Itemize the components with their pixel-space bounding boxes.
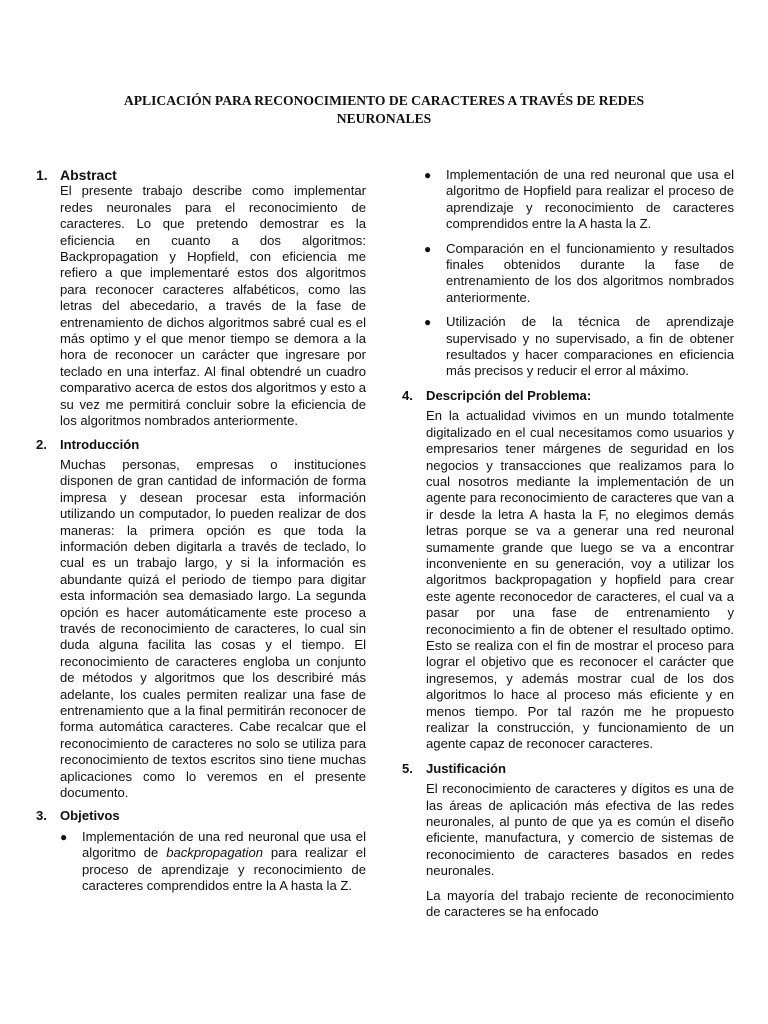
list-item-text: Implementación de una red neuronal que usa el algoritmo de Hopfield para realizar el proceso de aprendizaje y reconocimiento de caracteres comprendidos entre la A hasta la Z. [446,167,734,232]
descripcion-text: En la actualidad vivimos en un mundo totalmente digitalizado en el cual necesitamos como usuarios y empresarios tener márgenes de seguridad en los negocios y transacciones que realizamos para lo cual nosotros mediante la implementación de un agente para reconocimiento de caracteres que van a ir desde la letra A hasta la F, no elegimos demás letras porque se va a generar una red neuronal sumamente grande que luego se va a encontrar inconveniente en su generación, voy a utilizar los algoritmos backpropagation y hopfield para crear este agente reconocedor de caracteres, el cual va a pasar por una fase de entrenamiento y reconocimiento a fin de obtener el resultado optimo. Esto se realiza con el fin de mostrar el proceso para lograr el objetivo que es reconocer el carácter que ingresemos, y además mostrar cual de los dos algoritmos lo hace al proceso más eficiente y en menos tiempo. Por tal razón me he propuesto realizar la construcción, y funcionamiento de un agente capaz de reconocer caracteres. [426,408,734,752]
justificacion-text-2: La mayoría del trabajo reciente de reconocimiento de caracteres se ha enfocado [426,887,734,920]
justificacion-text-1: El reconocimiento de caracteres y dígitos es una de las áreas de aplicación más efectiva de las redes neuronales, al punto de que ya es común el diseño eficiente, manufactura, y comercio de sistemas de reconocimiento de caracteres basados en redes neuronales. [426,781,734,879]
section-heading [36,167,366,183]
section-number: 1. [36,167,48,183]
bullet-icon: ● [424,241,432,256]
bullet-text-before: Implementación de una red neuronal que usa el algoritmo de [82,828,366,861]
section-title: Descripción del Problema: [426,387,592,403]
left-column [36,167,366,903]
section-number: 3. [36,808,47,824]
bullet-text-after: para realizar el proceso de aprendizaje y reconocimiento de caracteres comprendidos entre la A hasta la Z. [82,845,366,894]
section-heading [36,808,366,824]
section-justificacion [402,761,734,921]
list-item [424,241,734,307]
introduccion-text: Muchas personas, empresas o instituciones disponen de gran cantidad de información de forma impresa y desean procesar esta información utilizando un computador, lo pueden realizar de dos maneras: la primera opción es que toda la información deben digitarla a través de teclado, lo cual es un trabajo largo, y si la información es abundante quizá el periodo de tiempo para digitar esta información sea demasiado largo. La segunda opción es hacer automáticamente este proceso a través de reconocimiento de caracteres, lo cual sin duda alguna facilita las cosas y el tiempo. El reconocimiento de caracteres engloba un conjunto de métodos y algoritmos que los describiré más adelante, los cuales permiten realizar una fase de entrenamiento que a la final permitirán reconocer de forma automática caracteres. Cabe recalcar que el reconocimiento de caracteres no solo se utiliza para reconocimiento de textos escritos sino tiene muchas aplicaciones como lo veremos en el presente documento. [60,456,366,801]
section-title: Justificación [426,760,507,776]
section-heading [402,761,734,777]
section-heading [36,437,366,453]
bullet-icon: ● [60,829,68,844]
right-column [402,167,734,928]
section-heading [402,388,734,404]
section-objetivos [36,808,366,894]
list-item [424,167,734,233]
section-title: Abstract [60,167,117,183]
list-item-text: Utilización de la técnica de aprendizaje supervisado y no supervisado, a fin de obtener resultados y hacer comparaciones en eficiencia más precisos y reducir el error al máximo. [446,314,734,379]
bullet-text-emphasis: backpropagation [166,845,264,861]
list-item [424,314,734,380]
section-number: 5. [402,760,413,776]
objetivos-list [36,829,366,895]
bullet-icon: ● [424,315,432,330]
list-item-text [82,829,366,895]
objetivos-list-continued [402,167,734,380]
section-number: 2. [36,436,47,452]
section-abstract [36,167,366,430]
section-number: 4. [402,387,413,403]
section-title: Objetivos [60,808,120,824]
paper-title: APLICACIÓN PARA RECONOCIMIENTO DE CARACTERES A TRAVÉS DE REDES NEURONALES [123,93,645,126]
bullet-icon: ● [424,168,432,182]
list-item [60,829,366,895]
abstract-text: El presente trabajo describe como implementar redes neuronales para el reconocimiento de caracteres. Lo que pretendo demostrar es la eficiencia en cuanto a dos algoritmos: Backpropagation y Hopfield, con eficiencia me refiero a que implementaré estos dos algoritmos para reconocer caracteres alfabéticos, como las letras del abecedario, a través de la fase de entrenamiento de dichos algoritmos sabré cual es el más optimo y el que menor tiempo se demora a la hora de reconocer un carácter que ingresare por teclado en una interfaz. Al final obtendré un cuadro comparativo acerca de estos dos algoritmos y esto a su vez me permitirá concluir sobre la eficiencia de los algoritmos nombrados anteriormente. [60,183,366,429]
section-title: Introducción [60,436,140,452]
section-introduccion [36,437,366,802]
section-descripcion [402,388,734,753]
list-item-text: Comparación en el funcionamiento y resultados finales obtenidos durante la fase de entrenamiento de los dos algoritmos nombrados anteriormente. [446,240,734,305]
